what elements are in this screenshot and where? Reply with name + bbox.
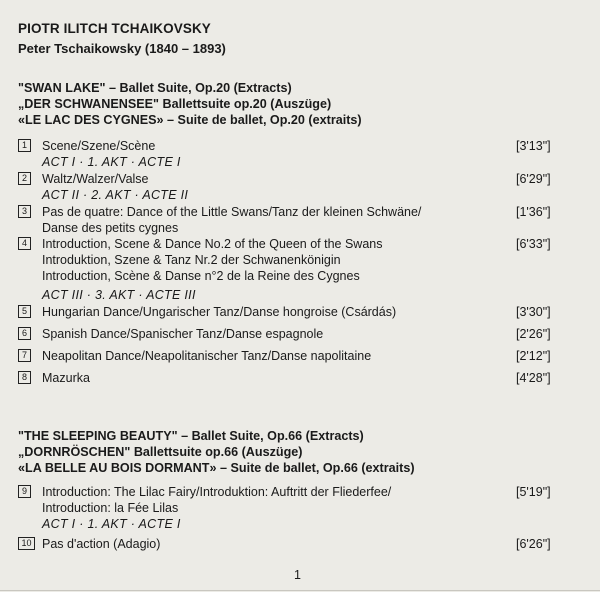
sleeping-beauty-title-en: "THE SLEEPING BEAUTY" – Ballet Suite, Op.66 (Extracts) [18,429,364,443]
track-title: Neapolitan Dance/Neapolitanischer Tanz/Danse napolitaine [42,349,372,363]
track-title-cont: Introduction: la Fée Lilas [42,501,179,515]
track-title: Pas de quatre: Dance of the Little Swans/Tanz der kleinen Schwäne/ [42,205,422,219]
track-duration: [3'13"] [516,139,551,153]
track-duration: [3'30"] [516,305,551,319]
track-title-cont: Danse des petits cygnes [42,221,179,235]
swan-lake-title-de: „DER SCHWANENSEE" Ballettsuite op.20 (Auszüge) [18,97,332,111]
track-number: 9 [18,485,31,498]
track-act: ACT II · 2. AKT · ACTE II [42,188,189,202]
track-number: 5 [18,305,31,318]
track-duration: [2'12"] [516,349,551,363]
track-title: Waltz/Walzer/Valse [42,172,149,186]
bottom-edge [0,590,600,591]
track-title-fr: Introduction, Scène & Danse n°2 de la Reine des Cygnes [42,269,360,283]
track-title: Introduction: The Lilac Fairy/Introduktion: Auftritt der Fliederfee/ [42,485,392,499]
track-title: Mazurka [42,371,90,385]
track-duration: [4'28"] [516,371,551,385]
track-title-de: Introduktion, Szene & Tanz Nr.2 der Schwanenkönigin [42,253,341,267]
composer-name: PIOTR ILITCH TCHAIKOVSKY [18,21,211,36]
track-act: ACT I · 1. AKT · ACTE I [42,155,181,169]
track-duration: [1'36"] [516,205,551,219]
swan-lake-title-en: "SWAN LAKE" – Ballet Suite, Op.20 (Extracts) [18,81,292,95]
swan-lake-heading [18,80,362,128]
track-duration: [2'26"] [516,327,551,341]
track-act: ACT III · 3. AKT · ACTE III [42,288,196,302]
page-number: 1 [294,568,301,582]
track-number: 3 [18,205,31,218]
track-number: 10 [18,537,35,550]
sleeping-beauty-heading [18,428,415,476]
track-duration: [5'19"] [516,485,551,499]
track-number: 6 [18,327,31,340]
track-title: Hungarian Dance/Ungarischer Tanz/Danse hongroise (Csárdás) [42,305,397,319]
track-act: ACT I · 1. AKT · ACTE I [42,517,181,531]
composer-subtitle: Peter Tschaikowsky (1840 – 1893) [18,41,226,56]
track-duration: [6'33"] [516,237,551,251]
sleeping-beauty-title-de: „DORNRÖSCHEN" Ballettsuite op.66 (Auszüge) [18,445,303,459]
track-duration: [6'26"] [516,537,551,551]
track-title: Scene/Szene/Scène [42,139,156,153]
track-number: 7 [18,349,31,362]
track-number: 4 [18,237,31,250]
track-title: Spanish Dance/Spanischer Tanz/Danse espagnole [42,327,324,341]
track-title: Introduction, Scene & Dance No.2 of the Queen of the Swans [42,237,383,251]
swan-lake-title-fr: «LE LAC DES CYGNES» – Suite de ballet, Op.20 (extraits) [18,113,362,127]
sleeping-beauty-title-fr: «LA BELLE AU BOIS DORMANT» – Suite de ballet, Op.66 (extraits) [18,461,415,475]
track-title: Pas d'action (Adagio) [42,537,161,551]
track-duration: [6'29"] [516,172,551,186]
track-number: 1 [18,139,31,152]
track-number: 2 [18,172,31,185]
track-number: 8 [18,371,31,384]
